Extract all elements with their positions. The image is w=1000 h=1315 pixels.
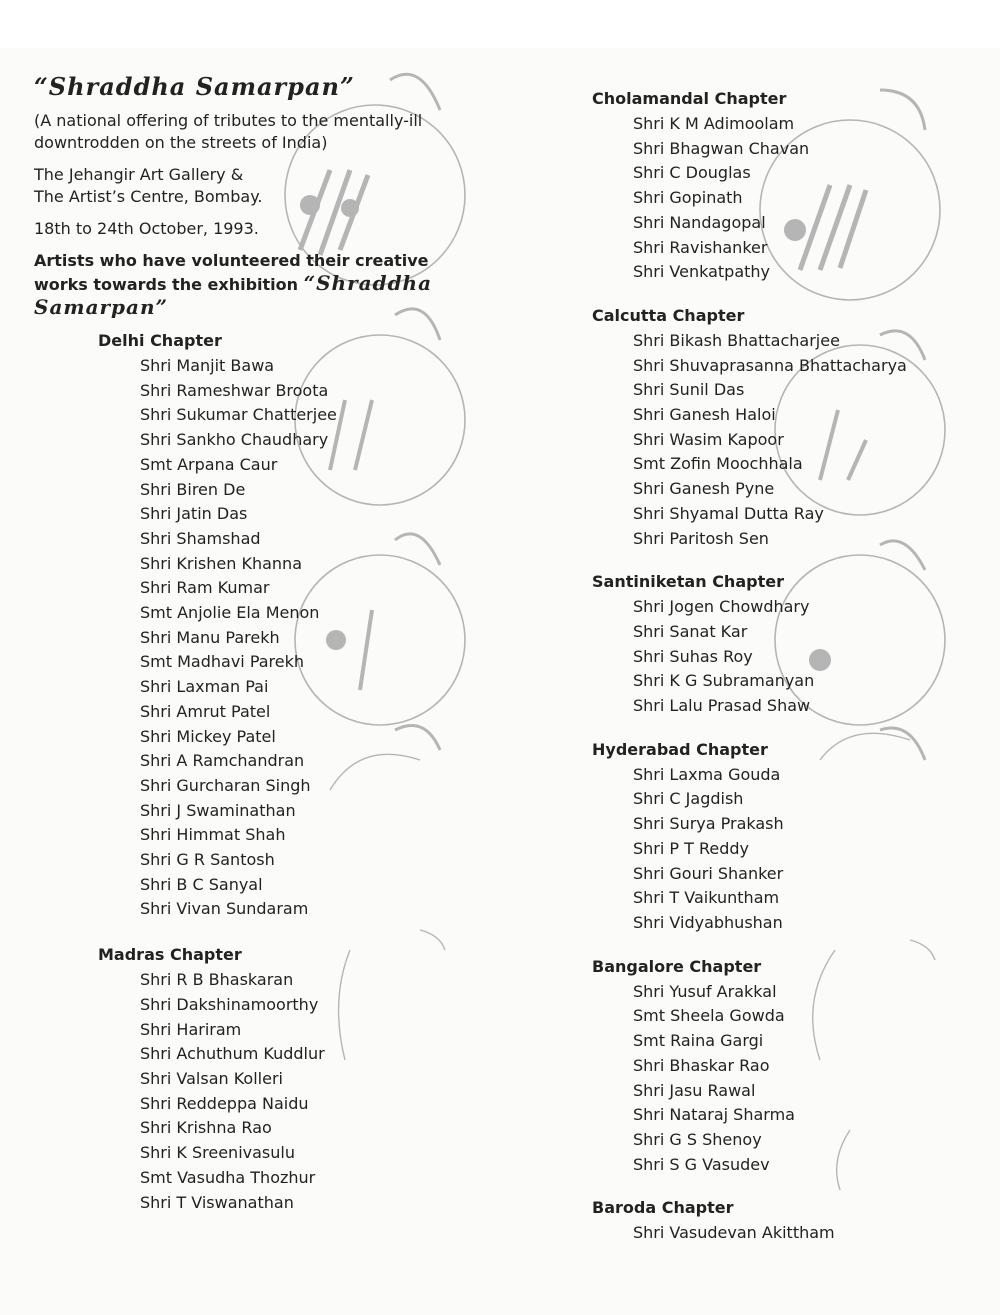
artist-name: Shri Rameshwar Broota [140, 380, 329, 400]
artist-name: Shri G R Santosh [140, 850, 275, 870]
artist-name: Shri Amrut Patel [140, 701, 271, 721]
artist-name: Shri Sankho Chaudhary [140, 430, 329, 450]
artist-name: Shri Krishna Rao [140, 1118, 272, 1138]
artist-name: Shri Vasudevan Akittham [633, 1223, 835, 1243]
artist-name: Shri Lalu Prasad Shaw [633, 696, 811, 716]
left-chapters [34, 330, 494, 1215]
right-chapters [592, 88, 982, 1246]
chapter-bangalore-chapter [592, 956, 982, 1178]
artist-list [592, 763, 982, 936]
artists-heading-title: “Shraddha Samarpan” [34, 271, 433, 319]
artist-name: Shri Laxma Gouda [633, 764, 781, 784]
subtitle-line-2: downtrodden on the streets of India) [34, 133, 328, 152]
artist-name: Shri Surya Prakash [633, 814, 784, 834]
artist-name: Shri Ravishanker [633, 237, 768, 257]
subtitle-line-1: (A national offering of tributes to the mentally-ill [34, 111, 423, 130]
venue-line-1: The Jehangir Art Gallery & [34, 165, 244, 184]
artists-heading [34, 250, 474, 320]
artist-name: Shri Paritosh Sen [633, 528, 769, 548]
artist-name: Shri R B Bhaskaran [140, 970, 294, 990]
venue-line-2: The Artist’s Centre, Bombay. [34, 187, 263, 206]
artist-name: Smt Madhavi Parekh [140, 652, 305, 672]
artist-name: Shri S G Vasudev [633, 1154, 770, 1174]
artist-name: Shri P T Reddy [633, 838, 750, 858]
right-column [592, 88, 982, 1266]
artist-name: Shri Sanat Kar [633, 621, 748, 641]
chapter-heading: Santiniketan Chapter [592, 572, 784, 592]
artist-name: Shri Krishen Khanna [140, 553, 302, 573]
artist-name: Shri Himmat Shah [140, 825, 286, 845]
artist-name: Shri Ganesh Pyne [633, 479, 775, 499]
artist-name: Shri Jogen Chowdhary [633, 597, 810, 617]
artist-name: Shri Shuvaprasanna Bhattacharya [633, 355, 907, 375]
artist-name: Shri Gurcharan Singh [140, 775, 311, 795]
artist-name: Shri Sunil Das [633, 380, 745, 400]
artist-name: Shri Shyamal Dutta Ray [633, 503, 824, 523]
artist-name: Shri C Jagdish [633, 789, 744, 809]
artist-name: Shri A Ramchandran [140, 751, 305, 771]
artist-name: Shri Laxman Pai [140, 677, 269, 697]
artist-name: Shri Sukumar Chatterjee [140, 405, 337, 425]
left-column [34, 72, 494, 1237]
artist-name: Shri Bhagwan Chavan [633, 138, 810, 158]
artist-list [592, 1221, 982, 1246]
chapter-heading: Bangalore Chapter [592, 956, 762, 976]
artist-name: Shri Shamshad [140, 528, 261, 548]
artist-list [592, 595, 982, 719]
artist-name: Shri Hariram [140, 1019, 242, 1039]
venue [34, 164, 494, 208]
artist-name: Shri Mickey Patel [140, 726, 276, 746]
artist-name: Shri Nandagopal [633, 212, 766, 232]
artist-name: Shri Valsan Kolleri [140, 1068, 283, 1088]
artist-name: Smt Anjolie Ela Menon [140, 603, 320, 623]
artist-name: Shri Ganesh Haloi [633, 405, 776, 425]
chapter-heading: Madras Chapter [98, 945, 242, 965]
artist-name: Shri Achuthum Kuddlur [140, 1044, 325, 1064]
artist-name: Shri Bikash Bhattacharjee [633, 330, 840, 350]
chapter-hyderabad-chapter [592, 739, 982, 936]
artist-name: Shri Suhas Roy [633, 646, 753, 666]
artist-list [592, 980, 982, 1178]
artist-name: Shri J Swaminathan [140, 800, 296, 820]
chapter-heading: Hyderabad Chapter [592, 739, 768, 759]
artist-name: Shri Manjit Bawa [140, 356, 275, 375]
chapter-cholamandal-chapter [592, 88, 982, 285]
artist-name: Shri G S Shenoy [633, 1129, 762, 1149]
exhibition-title: “Shraddha Samarpan” [34, 72, 355, 101]
artist-name: Shri Vidyabhushan [633, 912, 783, 932]
dates-line: 18th to 24th October, 1993. [34, 219, 259, 238]
artist-name: Shri Dakshinamoorthy [140, 994, 319, 1014]
artist-name: Shri Manu Parekh [140, 627, 280, 647]
artist-name: Shri Nataraj Sharma [633, 1105, 795, 1125]
chapter-heading: Calcutta Chapter [592, 305, 745, 325]
artist-name: Shri Jasu Rawal [633, 1080, 756, 1100]
artist-name: Shri Ram Kumar [140, 578, 270, 598]
artist-name: Smt Sheela Gowda [633, 1006, 785, 1026]
artist-name: Shri Yusuf Arakkal [633, 981, 777, 1001]
chapter-delhi-chapter [98, 330, 494, 922]
artist-name: Shri Venkatpathy [633, 262, 770, 282]
chapter-heading: Cholamandal Chapter [592, 89, 787, 108]
chapter-baroda-chapter [592, 1197, 982, 1246]
artist-name: Shri K G Subramanyan [633, 671, 815, 691]
artist-name: Shri Biren De [140, 479, 246, 499]
artist-name: Shri Jatin Das [140, 504, 248, 524]
artist-name: Shri Wasim Kapoor [633, 429, 784, 449]
artist-list [592, 329, 982, 551]
chapter-calcutta-chapter [592, 305, 982, 551]
artist-name: Shri B C Sanyal [140, 874, 263, 894]
artist-name: Shri Gopinath [633, 188, 743, 208]
artist-list [98, 968, 494, 1215]
exhibition-dates [34, 218, 494, 240]
artist-name: Shri K M Adimoolam [633, 114, 795, 133]
chapter-madras-chapter [98, 944, 494, 1215]
chapter-santiniketan-chapter [592, 571, 982, 719]
artist-name: Smt Raina Gargi [633, 1031, 764, 1051]
artist-name: Smt Vasudha Thozhur [140, 1167, 316, 1187]
artist-name: Shri Gouri Shanker [633, 863, 784, 883]
artist-name: Shri K Sreenivasulu [140, 1143, 295, 1163]
chapter-heading: Delhi Chapter [98, 331, 222, 350]
artist-list [98, 354, 494, 922]
artist-list [592, 112, 982, 285]
artist-name: Shri T Viswanathan [140, 1192, 294, 1212]
artist-name: Smt Arpana Caur [140, 454, 278, 474]
artist-name: Shri T Vaikuntham [633, 888, 780, 908]
subtitle [34, 110, 494, 154]
artists-heading-text: Artists who have volunteered their creative works towards the exhibition [34, 251, 429, 294]
artist-name: Shri C Douglas [633, 163, 751, 183]
artist-name: Shri Reddeppa Naidu [140, 1093, 309, 1113]
artist-name: Smt Zofin Moochhala [633, 454, 803, 474]
artist-name: Shri Vivan Sundaram [140, 899, 309, 919]
chapter-heading: Baroda Chapter [592, 1198, 734, 1218]
artist-name: Shri Bhaskar Rao [633, 1055, 770, 1075]
